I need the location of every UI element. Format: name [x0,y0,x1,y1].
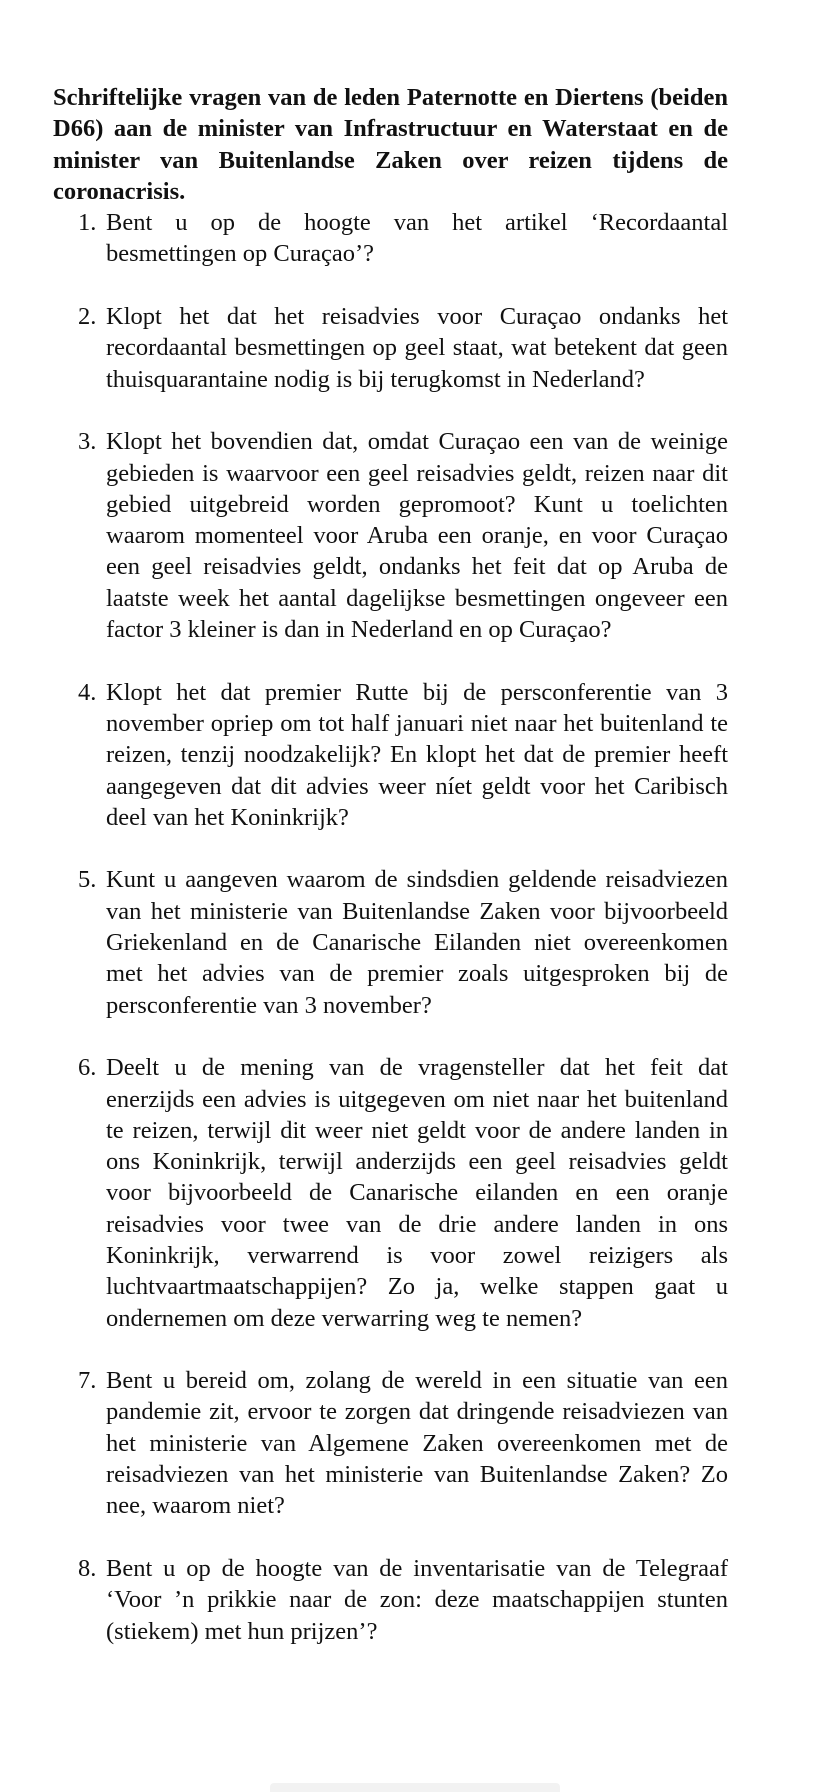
question-text: Kunt u aangeven waarom de sindsdien geldende reisadviezen van het ministerie van Buitenlandse Zaken voor bijvoorbeeld Griekenland en de Canarische Eilanden niet overeenkomen met het advies van de premier zoals uitgesproken bij de persconferentie van 3 november? [106,866,728,1019]
document-page [53,82,728,1678]
question-item [53,207,728,270]
question-text: Klopt het dat premier Rutte bij de persconferentie van 3 november opriep om tot half januari niet naar het buitenland te reizen, tenzij noodzakelijk? En klopt het dat de premier heeft aangegeven dat dit advies weer níet geldt voor het Caribisch deel van het Koninkrijk? [106,678,728,831]
question-item [53,1553,728,1647]
question-text: Klopt het bovendien dat, omdat Curaçao een van de weinige gebieden is waarvoor een geel reisadvies geldt, reizen naar dit gebied uitgebreid worden gepromoot? Kunt u toelichten waarom momenteel voor Aruba een oranje, en voor Curaçao een geel reisadvies geldt, ondanks het feit dat op Aruba de laatste week het aantal dagelijkse besmettingen ongeveer een factor 3 kleiner is dan in Nederland en op Curaçao? [106,428,728,644]
question-item [53,301,728,395]
question-text: Klopt het dat het reisadvies voor Curaçao ondanks het recordaantal besmettingen op geel staat, wat betekent dat geen thuisquarantaine nodig is bij terugkomst in Nederland? [106,303,728,393]
question-number: 1. [78,209,97,237]
scroll-indicator[interactable] [270,1783,560,1792]
question-number: 7. [78,1367,97,1395]
question-number: 6. [78,1054,97,1082]
question-item [53,677,728,833]
document-heading: Schriftelijke vragen van de leden Paternotte en Diertens (beiden D66) aan de minister van Infrastructuur en Waterstaat en de minister van Buitenlandse Zaken over reizen tijdens de coronacrisis. [53,84,728,205]
question-number: 2. [78,303,97,331]
question-number: 5. [78,866,97,894]
question-text: Deelt u de mening van de vragensteller dat het feit dat enerzijds een advies is uitgegeven om niet naar het buitenland te reizen, terwijl dit weer niet geldt voor de andere landen in ons Koninkrijk, terwijl anderzijds een geel reisadvies geldt voor bijvoorbeeld de Canarische eilanden en een oranje reisadvies voor twee van de drie andere landen in ons Koninkrijk, verwarrend is voor zowel reizigers als luchtvaartmaatschappijen? Zo ja, welke stappen gaat u ondernemen om deze verwarring weg te nemen? [106,1054,728,1332]
question-text: Bent u op de hoogte van het artikel ‘Recordaantal besmettingen op Curaçao’? [106,209,728,268]
question-number: 3. [78,428,97,456]
question-text: Bent u bereid om, zolang de wereld in een situatie van een pandemie zit, ervoor te zorgen dat dringende reisadviezen van het ministerie van Algemene Zaken overeenkomen met de reisadviezen van het ministerie van Buitenlandse Zaken? Zo nee, waarom niet? [106,1367,728,1520]
question-item [53,426,728,645]
question-text: Bent u op de hoogte van de inventarisatie van de Telegraaf ‘Voor ’n prikkie naar de zon: deze maatschappijen stunten (stiekem) met hun prijzen’? [106,1554,728,1645]
question-list [53,207,728,1647]
question-item [53,864,728,1020]
question-number: 4. [78,678,97,706]
question-number: 8. [78,1554,97,1582]
question-item [53,1365,728,1521]
question-item [53,1052,728,1334]
